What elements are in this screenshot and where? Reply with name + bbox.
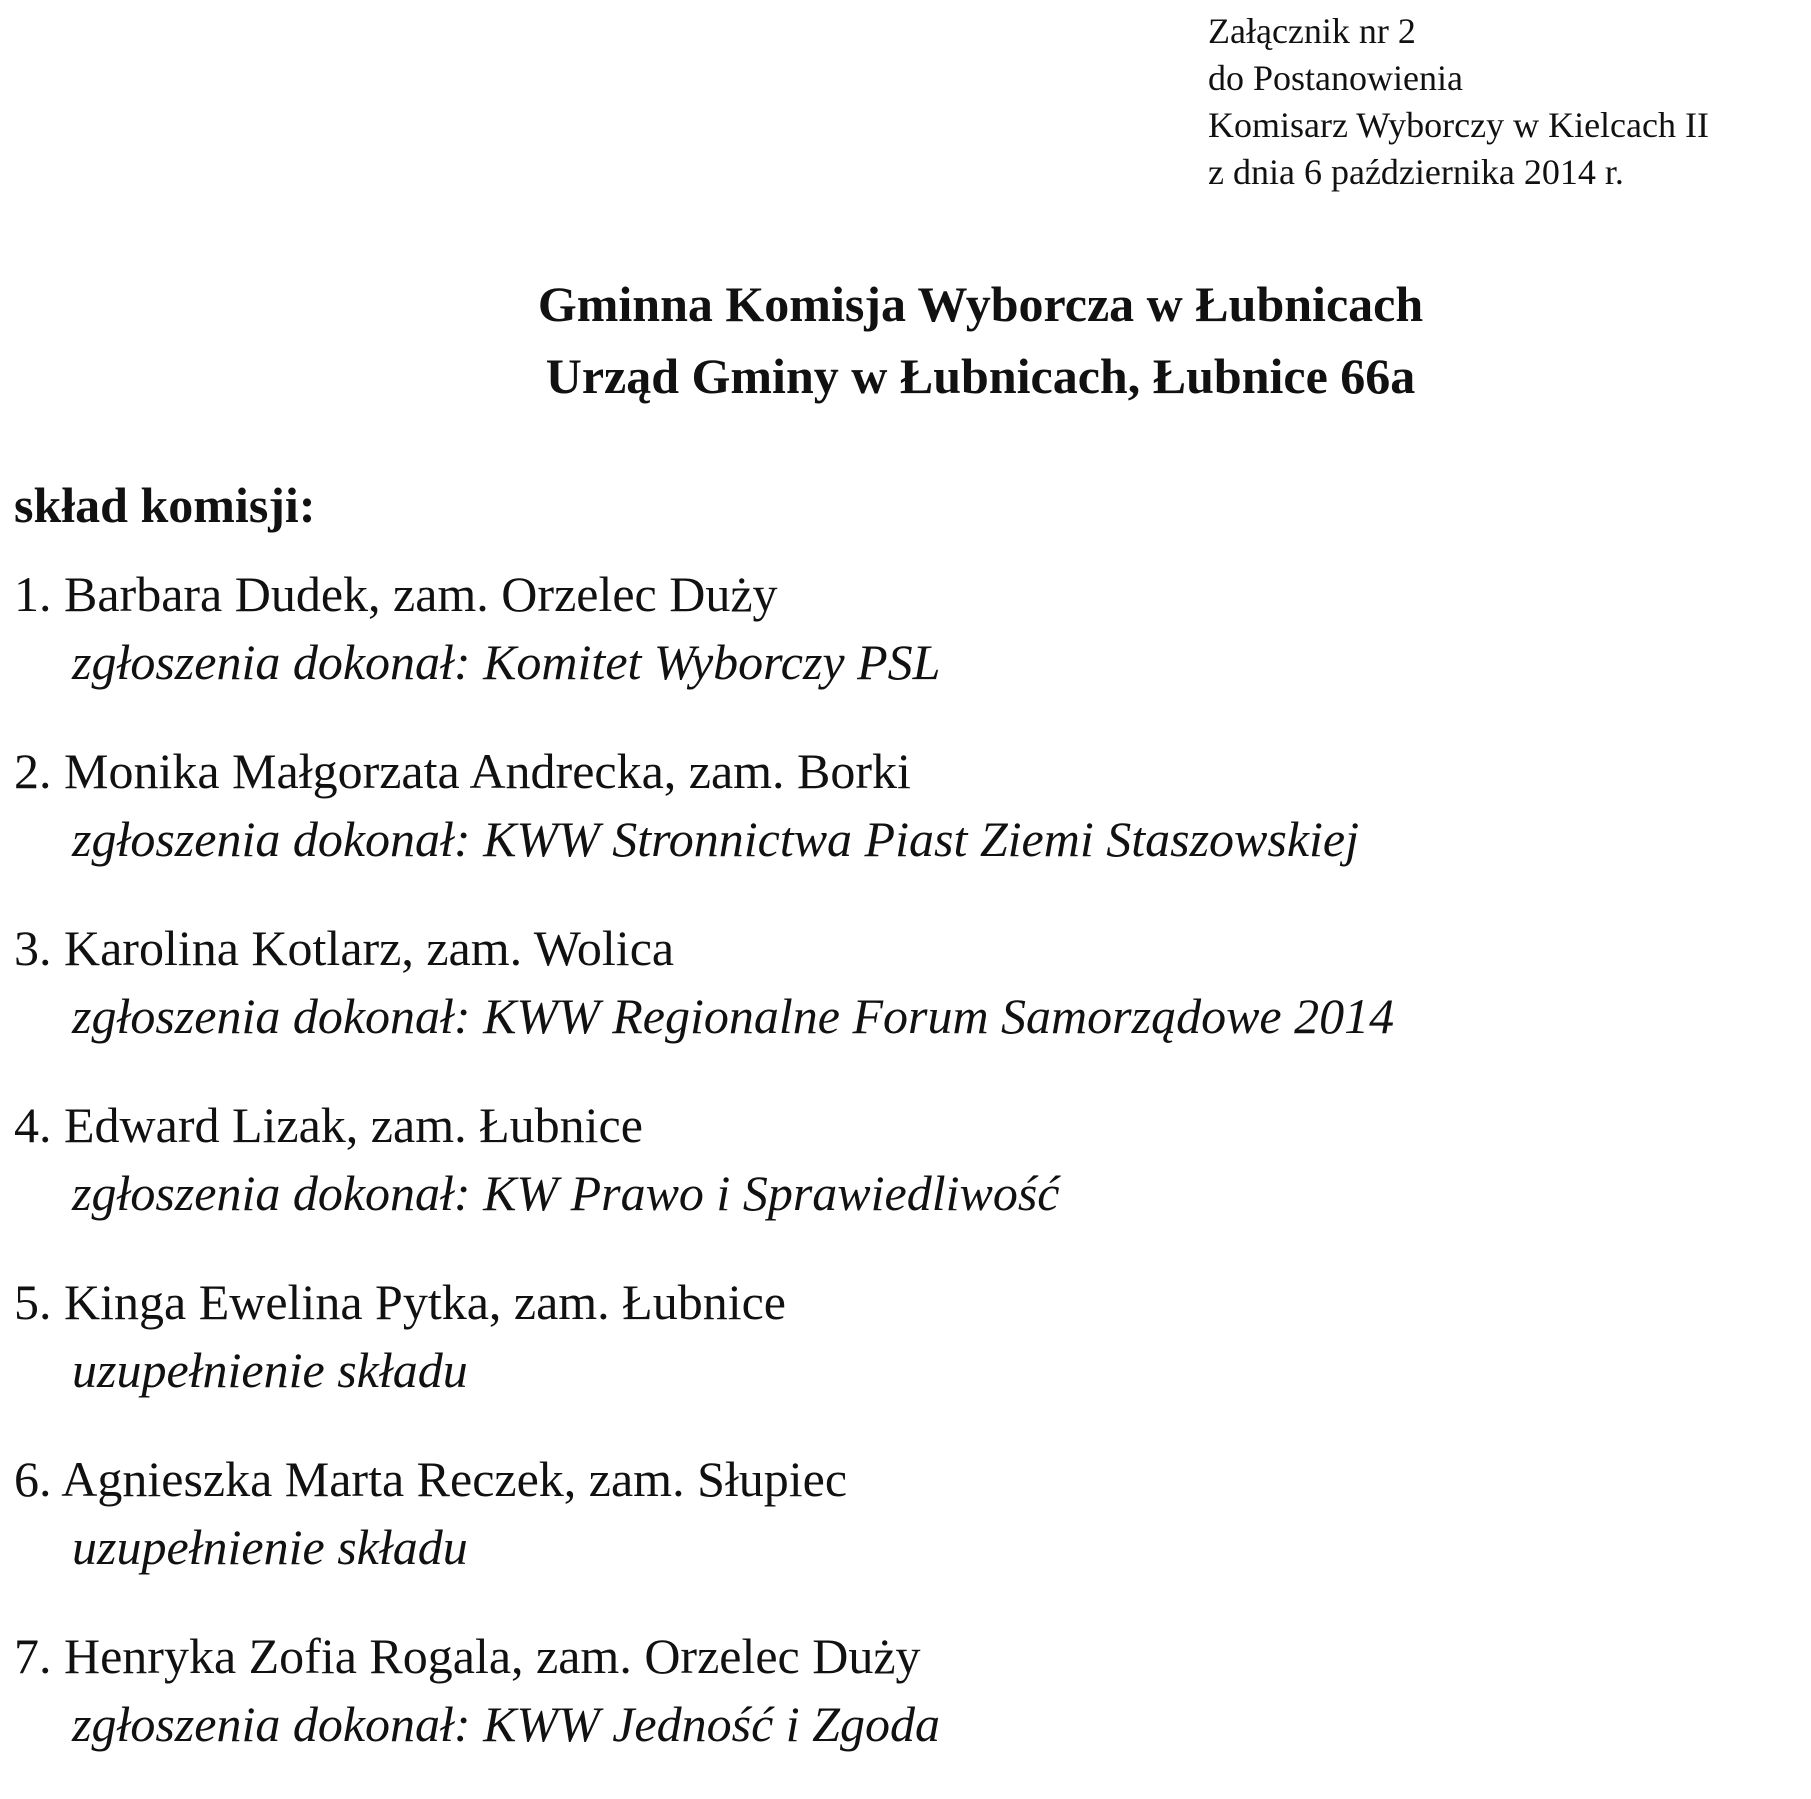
commission-address: Urząd Gminy w Łubnicach, Łubnice 66a [545,348,1416,404]
annex-line-3: Komisarz Wyborczy w Kielcach II [1208,105,1709,145]
list-item [14,1268,1794,1445]
member-note: zgłoszenia dokonał: KWW Regionalne Forum Samorządowe 2014 [72,988,1395,1044]
commission-name: Gminna Komisja Wyborcza w Łubnicach [537,276,1424,332]
member-number: 7. [14,1628,52,1684]
member-entry [14,914,1794,982]
annex-line-1: Załącznik nr 2 [1208,11,1416,51]
list-item [14,1091,1794,1268]
member-entry [14,737,1794,805]
annex-line-4: z dnia 6 października 2014 r. [1208,152,1624,192]
member-note: zgłoszenia dokonał: KWW Jedność i Zgoda [72,1696,940,1752]
list-item [14,560,1794,737]
member-name: Agnieszka Marta Reczek, zam. Słupiec [61,1451,848,1507]
member-name: Barbara Dudek, zam. Orzelec Duży [64,566,778,622]
annex-reference [1208,8,1709,196]
members-list [14,560,1794,1799]
list-item [14,1622,1794,1799]
list-item [14,1445,1794,1622]
member-entry [14,560,1794,628]
member-note: uzupełnienie składu [72,1342,468,1398]
member-name: Kinga Ewelina Pytka, zam. Łubnice [64,1274,786,1330]
member-number: 3. [14,920,52,976]
member-entry [14,1622,1794,1690]
member-entry [14,1091,1794,1159]
member-entry [14,1445,1794,1513]
member-entry [14,1268,1794,1336]
member-number: 1. [14,566,52,622]
member-number: 5. [14,1274,52,1330]
member-number: 4. [14,1097,52,1153]
document-header [0,268,1811,412]
member-number: 6. [14,1451,52,1507]
member-note: zgłoszenia dokonał: KWW Stronnictwa Piast Ziemi Staszowskiej [72,811,1360,867]
list-item [14,914,1794,1091]
member-number: 2. [14,743,52,799]
member-name: Edward Lizak, zam. Łubnice [64,1097,643,1153]
member-note: zgłoszenia dokonał: KW Prawo i Sprawiedliwość [72,1165,1060,1221]
member-note: uzupełnienie składu [72,1519,468,1575]
annex-line-2: do Postanowienia [1208,58,1463,98]
list-item [14,737,1794,914]
member-name: Henryka Zofia Rogala, zam. Orzelec Duży [64,1628,921,1684]
section-title: skład komisji: [14,477,316,533]
member-note: zgłoszenia dokonał: Komitet Wyborczy PSL [72,634,941,690]
member-name: Monika Małgorzata Andrecka, zam. Borki [64,743,911,799]
member-name: Karolina Kotlarz, zam. Wolica [64,920,675,976]
